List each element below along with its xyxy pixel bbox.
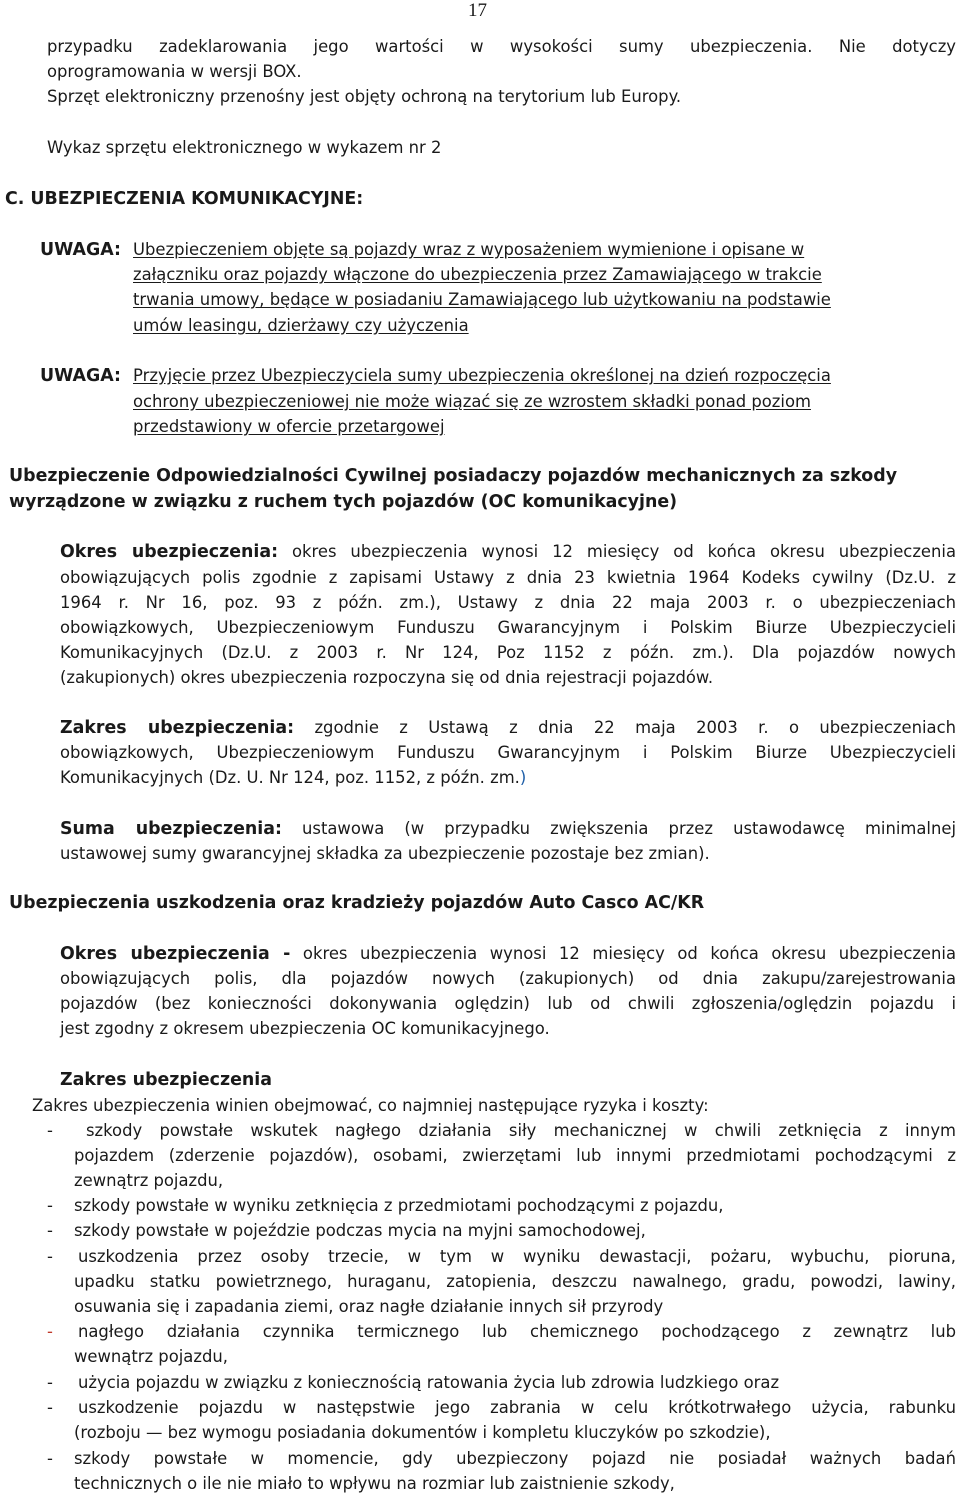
oc-heading-line-1: Ubezpieczenie Odpowiedzialności Cywilnej posiadaczy pojazdów mechanicznych za szkody [9,466,898,486]
list-dash-5: - [47,1322,53,1341]
oc-zakres-line-3 [60,766,526,790]
oc-zakres-label: Zakres ubezpieczenia: [60,718,295,738]
list-dash-6: - [47,1373,53,1392]
intro-line-2: oprogramowania w wersji BOX. [47,62,302,81]
list-item-4-line-1: uszkodzenia przez osoby trzecie, w tym w wyniku dewastacji, pożaru, wybuchu, pioruna, [78,1247,956,1266]
intro-line-4: Wykaz sprzętu elektronicznego w wykazem nr 2 [47,138,442,157]
uwaga-2-label: UWAGA: [40,366,121,386]
ac-okres-line-2: obowiązujących polis, dla pojazdów nowych (zakupionych) od dnia zakupu/zarejestrowania [60,969,956,988]
oc-okres-line-3: 1964 r. Nr 16, poz. 93 z późn. zm.), Ustawy z dnia 22 maja 2003 r. o ubezpieczeniach [60,593,956,612]
list-dash-3: - [47,1221,53,1240]
oc-suma-text-1: ustawowa (w przypadku zwiększenia przez ustawodawcę minimalnej [302,819,956,838]
list-item-7-line-2: (rozboju — bez wymogu posiadania dokumentów i kompletu kluczyków po szkodzie), [74,1423,771,1442]
list-item-6-line-1: użycia pojazdu w związku z koniecznością ratowania życia lub zdrowia ludzkiego oraz [78,1373,780,1392]
oc-suma-line-1 [60,817,956,841]
uwaga-2-line-2: ochrony ubezpieczeniowej nie może wiązać się ze wzrostem składki ponad poziom [133,392,811,411]
section-c-title: C. UBEZPIECZENIA KOMUNIKACYJNE: [5,189,364,209]
list-dash-1: - [47,1121,53,1140]
oc-okres-line-1 [60,540,956,564]
oc-okres-text-1: okres ubezpieczenia wynosi 12 miesięcy od końca okresu ubezpieczenia [291,542,956,561]
list-dash-8: - [47,1449,53,1468]
oc-zakres-text-3: Komunikacyjnych (Dz. U. Nr 124, poz. 1152, z późn. zm. [60,768,520,787]
list-item-8-line-2: technicznych o ile nie miało to wpływu na rozmiar lub zaistnienie szkody, [74,1474,675,1493]
intro-line-3: Sprzęt elektroniczny przenośny jest objęty ochroną na terytorium lub Europy. [47,87,682,106]
oc-suma-label: Suma ubezpieczenia: [60,819,282,839]
list-item-7-line-1: uszkodzenie pojazdu w następstwie jego zabrania w celu krótkotrwałego użycia, rabunku [78,1398,956,1417]
oc-zakres-line-2: obowiązkowych, Ubezpieczeniowym Funduszu Gwarancyjnym i Polskim Biurze Ubezpieczycieli [60,743,956,762]
oc-zakres-text-3-end: ) [519,768,527,787]
uwaga-2-line-3: przedstawiony w ofercie przetargowej [133,417,445,436]
intro-line-1: przypadku zadeklarowania jego wartości w wysokości sumy ubezpieczenia. Nie dotyczy [47,37,956,56]
oc-okres-line-4: obowiązkowych, Ubezpieczeniowym Funduszu Gwarancyjnym i Polskim Biurze Ubezpieczycieli [60,618,956,637]
list-item-2-line-1: szkody powstałe w wyniku zetknięcia z przedmiotami pochodzącymi z pojazdu, [74,1196,724,1215]
oc-okres-line-5: Komunikacyjnych (Dz.U. z 2003 r. Nr 124, Poz 1152 z późn. zm.). Dla pojazdów nowych [60,643,956,662]
list-item-1-line-2: pojazdem (zderzenie pojazdów), osobami, zwierzętami lub innymi przedmiotami pochodzącymi z [74,1146,956,1165]
ac-okres-line-1 [60,942,956,966]
ac-heading: Ubezpieczenia uszkodzenia oraz kradzieży pojazdów Auto Casco AC/KR [9,893,705,913]
list-item-1-line-1: szkody powstałe wskutek nagłego działania siły mechanicznej w chwili zetknięcia z innym [86,1121,956,1140]
oc-heading-line-2: wyrządzone w związku z ruchem tych pojazdów (OC komunikacyjne) [9,492,678,512]
uwaga-1-line-2: załączniku oraz pojazdy włączone do ubezpieczenia przez Zamawiającego w trakcie [133,265,822,284]
uwaga-1-line-3: trwania umowy, będące w posiadaniu Zamawiającego lub użytkowaniu na podstawie [133,290,831,309]
oc-okres-label: Okres ubezpieczenia: [60,542,279,562]
oc-okres-line-6: (zakupionych) okres ubezpieczenia rozpoczyna się od dnia rejestracji pojazdów. [60,668,714,687]
uwaga-2-line-1: Przyjęcie przez Ubezpieczyciela sumy ubezpieczenia określonej na dzień rozpoczęcia [133,366,831,385]
ac-okres-line-3: pojazdów (bez konieczności dokonywania oględzin) lub od chwili zgłoszenia/oględzin pojazdu i [60,994,956,1013]
page-number: 17 [468,0,487,21]
list-item-4-line-3: osuwania się i zapadania ziemi, oraz nagłe działanie innych sił przyrody [74,1297,664,1316]
uwaga-1-label: UWAGA: [40,240,121,260]
list-item-5-line-1: nagłego działania czynnika termicznego lub chemicznego pochodzącego z zewnątrz lub [78,1322,956,1341]
uwaga-1-line-4: umów leasingu, dzierżawy czy użyczenia [133,316,469,335]
oc-zakres-line-1 [60,716,956,740]
oc-suma-line-2: ustawowej sumy gwarancyjnej składka za ubezpieczenie pozostaje bez zmian). [60,844,710,863]
oc-zakres-text-1: zgodnie z Ustawą z dnia 22 maja 2003 r. o ubezpieczeniach [314,718,956,737]
oc-okres-line-2: obowiązujących polis zgodnie z zapisami Ustawy z dnia 23 kwietnia 1964 Kodeks cywilny (Dz.U. z [60,568,956,587]
list-dash-7: - [47,1398,53,1417]
list-item-5-line-2: wewnątrz pojazdu, [74,1347,228,1366]
ac-okres-text-1: okres ubezpieczenia wynosi 12 miesięcy od końca okresu ubezpieczenia [302,944,956,963]
ac-okres-label: Okres ubezpieczenia - [60,944,291,964]
list-item-3-line-1: szkody powstałe w pojeździe podczas mycia na myjni samochodowej, [74,1221,646,1240]
list-item-1-line-3: zewnątrz pojazdu, [74,1171,224,1190]
list-dash-2: - [47,1196,53,1215]
ac-zakres-intro: Zakres ubezpieczenia winien obejmować, co najmniej następujące ryzyka i koszty: [32,1096,709,1115]
list-item-8-line-1: szkody powstałe w momencie, gdy ubezpieczony pojazd nie posiadał ważnych badań [74,1449,956,1468]
uwaga-1-line-1: Ubezpieczeniem objęte są pojazdy wraz z wyposażeniem wymienione i opisane w [133,240,805,259]
ac-okres-line-4: jest zgodny z okresem ubezpieczenia OC komunikacyjnego. [60,1019,550,1038]
list-dash-4: - [47,1247,53,1266]
list-item-4-line-2: upadku statku powietrznego, huraganu, zatopienia, deszczu nawalnego, gradu, powodzi, lawiny, [74,1272,956,1291]
ac-zakres-heading: Zakres ubezpieczenia [60,1070,272,1090]
